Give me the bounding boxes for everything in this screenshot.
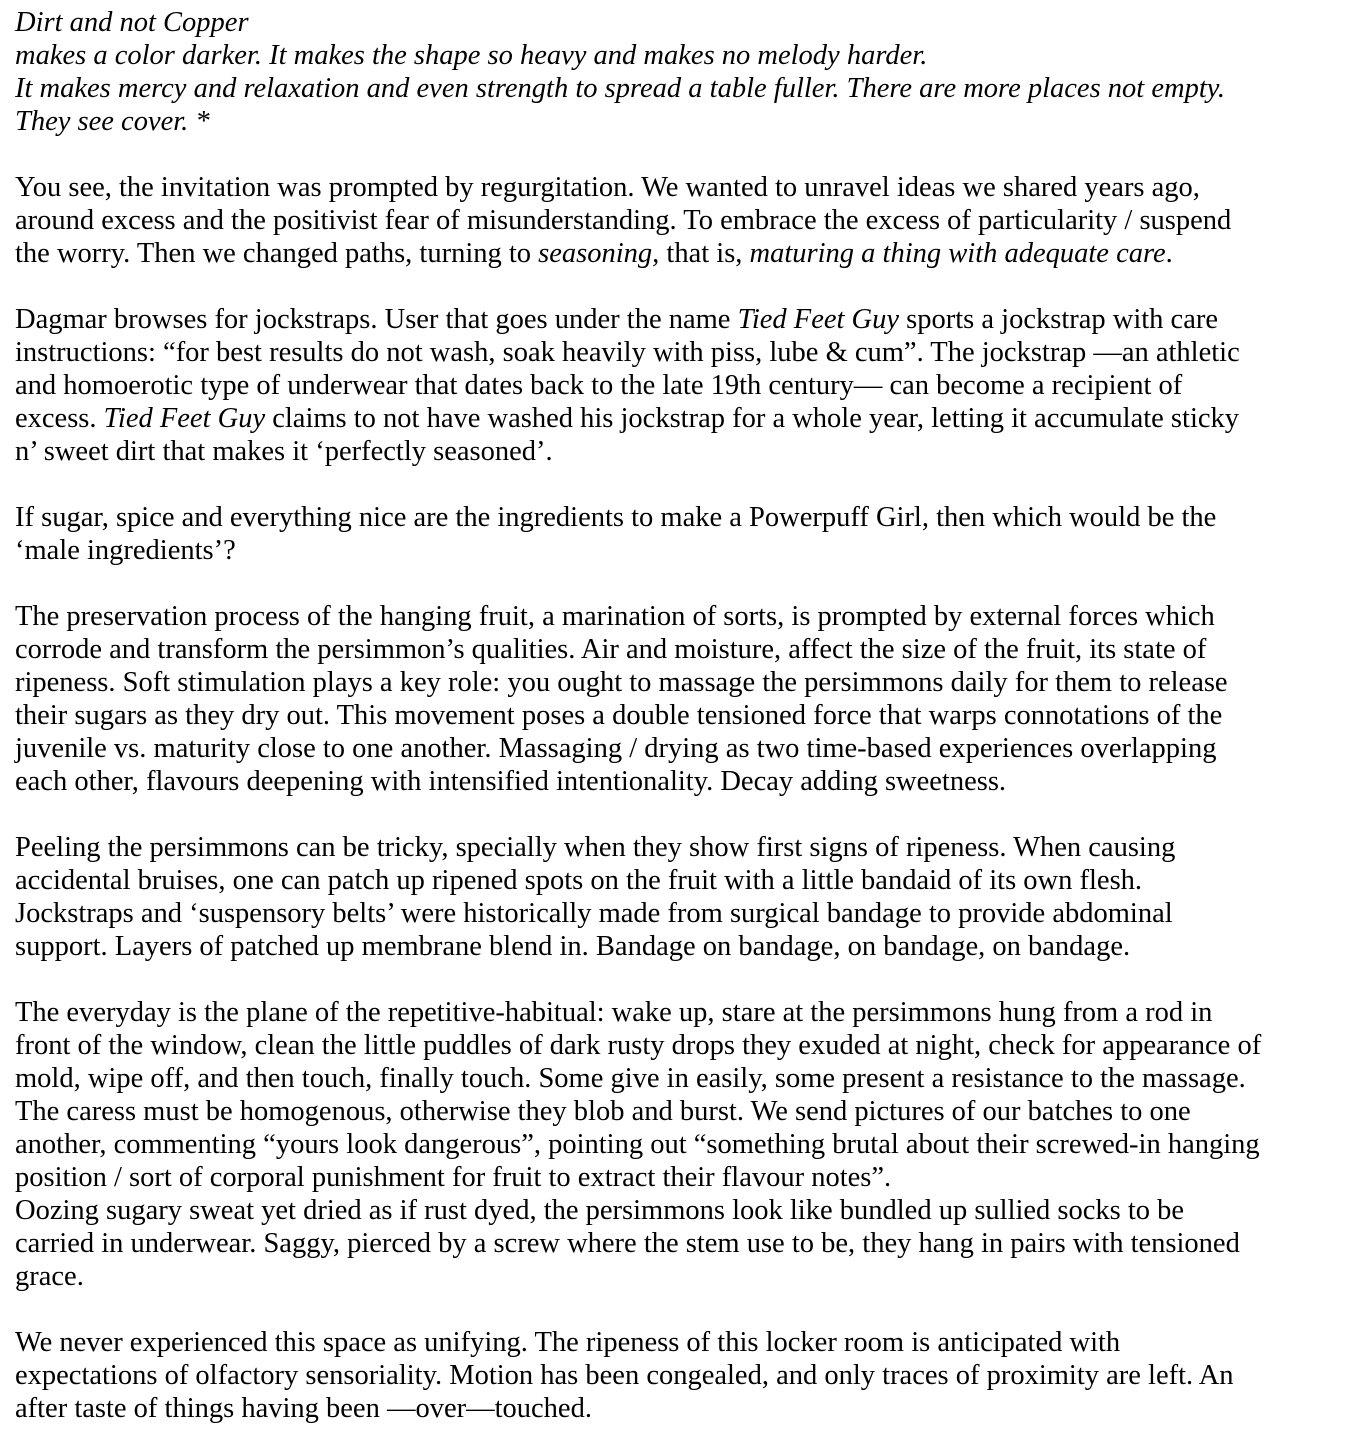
italic-term-seasoning: seasoning, bbox=[538, 238, 660, 269]
text-run: sports a jockstrap with care bbox=[899, 304, 1218, 335]
text-line: and homoerotic type of underwear that dates back to the late 19th century— can become a recipient of bbox=[15, 370, 1183, 401]
italic-definition: maturing a thing with adequate care bbox=[749, 238, 1166, 269]
text-run: that is, bbox=[659, 238, 750, 269]
text-line: their sugars as they dry out. This movement poses a double tensioned force that warps connotations of the bbox=[15, 700, 1223, 731]
paragraph-gap bbox=[15, 270, 1330, 303]
paragraph-everyday bbox=[15, 996, 1330, 1293]
text-line bbox=[15, 303, 1330, 336]
text-line: We never experienced this space as unifying. The ripeness of this locker room is anticipated with bbox=[15, 1327, 1121, 1358]
poem-line: It makes mercy and relaxation and even strength to spread a table fuller. There are more places not empty. bbox=[15, 73, 1225, 104]
paragraph-gap bbox=[15, 138, 1330, 171]
text-line: support. Layers of patched up membrane blend in. Bandage on bandage, on bandage, on bandage. bbox=[15, 931, 1131, 962]
text-line: n’ sweet dirt that makes it ‘perfectly seasoned’. bbox=[15, 436, 553, 467]
epigraph-poem bbox=[15, 6, 1330, 138]
text-line: The everyday is the plane of the repetitive-habitual: wake up, stare at the persimmons hung from a rod in bbox=[15, 997, 1213, 1028]
text-line: ripeness. Soft stimulation plays a key role: you ought to massage the persimmons daily for them to release bbox=[15, 667, 1228, 698]
text-line: carried in underwear. Saggy, pierced by a screw where the stem use to be, they hang in pairs with tensioned bbox=[15, 1228, 1240, 1259]
text-line: each other, flavours deepening with intensified intentionality. Decay adding sweetness. bbox=[15, 766, 1007, 797]
paragraph-gap bbox=[15, 1293, 1330, 1326]
text-line: instructions: “for best results do not wash, soak heavily with piss, lube & cum”. The jockstrap —an athletic bbox=[15, 337, 1240, 368]
paragraph-invitation bbox=[15, 171, 1330, 270]
italic-username: Tied Feet Guy bbox=[737, 304, 900, 335]
text-line: The preservation process of the hanging fruit, a marination of sorts, is prompted by external forces which bbox=[15, 601, 1215, 632]
text-line: accidental bruises, one can patch up ripened spots on the fruit with a little bandaid of its own flesh. bbox=[15, 865, 1143, 896]
text-line: Jockstraps and ‘suspensory belts’ were historically made from surgical bandage to provide abdominal bbox=[15, 898, 1173, 929]
paragraph-gap bbox=[15, 468, 1330, 501]
text-run: claims to not have washed his jockstrap for a whole year, letting it accumulate sticky bbox=[265, 403, 1240, 434]
paragraph-gap bbox=[15, 798, 1330, 831]
text-line: mold, wipe off, and then touch, finally touch. Some give in easily, some present a resistance to the massage. bbox=[15, 1063, 1246, 1094]
poem-line: They see cover. * bbox=[15, 106, 210, 137]
paragraph-gap bbox=[15, 567, 1330, 600]
text-run: . bbox=[1165, 238, 1173, 269]
text-line: position / sort of corporal punishment for fruit to extract their flavour notes”. bbox=[15, 1162, 892, 1193]
paragraph-preservation bbox=[15, 600, 1330, 798]
text-run: Dagmar browses for jockstraps. User that goes under the name bbox=[15, 304, 738, 335]
text-line: another, commenting “yours look dangerous”, pointing out “something brutal about their screwed-in hanging bbox=[15, 1129, 1260, 1160]
text-line: expectations of olfactory sensoriality. Motion has been congealed, and only traces of proximity are left. An bbox=[15, 1360, 1234, 1391]
text-line bbox=[15, 237, 1330, 270]
poem-line: makes a color darker. It makes the shape so heavy and makes no melody harder. bbox=[15, 40, 928, 71]
text-line: Oozing sugary sweat yet dried as if rust dyed, the persimmons look like bundled up sullied socks to be bbox=[15, 1195, 1185, 1226]
text-line: If sugar, spice and everything nice are the ingredients to make a Powerpuff Girl, then which would be the bbox=[15, 502, 1217, 533]
paragraph-gap bbox=[15, 963, 1330, 996]
text-line: around excess and the positivist fear of misunderstanding. To embrace the excess of particularity / suspend bbox=[15, 205, 1232, 236]
text-line: grace. bbox=[15, 1261, 84, 1292]
paragraph-peeling bbox=[15, 831, 1330, 963]
text-line: after taste of things having been —over—touched. bbox=[15, 1393, 592, 1424]
text-line: ‘male ingredients’? bbox=[15, 535, 236, 566]
paragraph-powerpuff bbox=[15, 501, 1330, 567]
paragraph-jockstraps bbox=[15, 303, 1330, 468]
text-line: juvenile vs. maturity close to one another. Massaging / drying as two time-based experiences overlapping bbox=[15, 733, 1217, 764]
paragraph-locker-room bbox=[15, 1326, 1330, 1425]
text-line bbox=[15, 402, 1330, 435]
text-run: excess. bbox=[15, 403, 104, 434]
text-run: the worry. Then we changed paths, turning to bbox=[15, 238, 539, 269]
text-line: front of the window, clean the little puddles of dark rusty drops they exuded at night, check for appearance of bbox=[15, 1030, 1262, 1061]
italic-username: Tied Feet Guy bbox=[103, 403, 266, 434]
text-line: You see, the invitation was prompted by regurgitation. We wanted to unravel ideas we shared years ago, bbox=[15, 172, 1200, 203]
text-line: The caress must be homogenous, otherwise they blob and burst. We send pictures of our batches to one bbox=[15, 1096, 1191, 1127]
text-line: corrode and transform the persimmon’s qualities. Air and moisture, affect the size of the fruit, its state of bbox=[15, 634, 1207, 665]
poem-line: Dirt and not Copper bbox=[15, 7, 249, 38]
text-line: Peeling the persimmons can be tricky, specially when they show first signs of ripeness. When causing bbox=[15, 832, 1176, 863]
